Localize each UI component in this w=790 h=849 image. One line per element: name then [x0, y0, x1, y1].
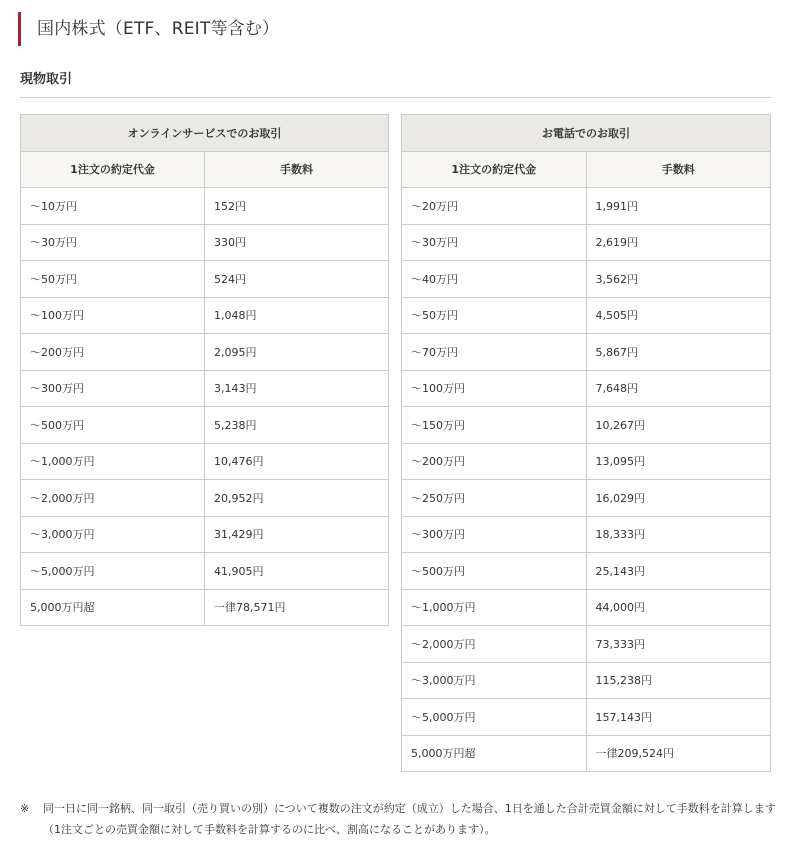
table-row: [21, 261, 389, 298]
table-row: [402, 224, 771, 261]
footnote-text: 同一日に同一銘柄、同一取引（売り買いの別）について複数の注文が約定（成立）した場合、1日を通した合計売買金額に対して手数料を計算します（1注文ごとの売買金額に対して手数料を計算するのに比べ、割高になることがあります）。: [43, 802, 776, 836]
table-row: [402, 735, 771, 772]
fee-cell: 4,505円: [586, 297, 771, 334]
fee-cell: 5,867円: [586, 334, 771, 371]
table-row: [402, 261, 771, 298]
amount-cell: ～50万円: [402, 297, 587, 334]
fee-cell: 2,619円: [586, 224, 771, 261]
column-header-fee: 手数料: [205, 151, 389, 188]
table-row: [21, 224, 389, 261]
amount-cell: ～40万円: [402, 261, 587, 298]
section-title: 現物取引: [20, 72, 73, 87]
table-row: [21, 480, 389, 517]
fee-cell: 330円: [205, 224, 389, 261]
fee-cell: 115,238円: [586, 662, 771, 699]
amount-cell: 5,000万円超: [21, 589, 205, 626]
table-row: [402, 407, 771, 444]
fee-cell: 10,476円: [205, 443, 389, 480]
amount-cell: ～3,000万円: [402, 662, 587, 699]
table-row: [21, 553, 389, 590]
amount-cell: ～2,000万円: [402, 626, 587, 663]
fee-cell: 5,238円: [205, 407, 389, 444]
amount-cell: ～1,000万円: [402, 589, 587, 626]
amount-cell: ～100万円: [21, 297, 205, 334]
table-row: [21, 516, 389, 553]
amount-cell: ～300万円: [21, 370, 205, 407]
online-fee-table: [20, 114, 389, 626]
amount-cell: ～100万円: [402, 370, 587, 407]
amount-cell: ～1,000万円: [21, 443, 205, 480]
table-row: [402, 626, 771, 663]
table-row: [21, 334, 389, 371]
table-row: [402, 699, 771, 736]
online-table-group-header: オンラインサービスでのお取引: [21, 115, 389, 152]
amount-cell: ～150万円: [402, 407, 587, 444]
reference-mark-icon: ※: [20, 802, 30, 815]
amount-cell: ～30万円: [21, 224, 205, 261]
fee-cell: 3,143円: [205, 370, 389, 407]
fee-cell: 16,029円: [586, 480, 771, 517]
table-row: [402, 188, 771, 225]
amount-cell: ～2,000万円: [21, 480, 205, 517]
fee-cell: 44,000円: [586, 589, 771, 626]
table-row: [402, 553, 771, 590]
table-row: [21, 370, 389, 407]
amount-cell: ～3,000万円: [21, 516, 205, 553]
table-row: [402, 370, 771, 407]
amount-cell: ～500万円: [402, 553, 587, 590]
amount-cell: ～20万円: [402, 188, 587, 225]
table-row: [402, 589, 771, 626]
column-header-fee: 手数料: [586, 151, 771, 188]
fee-cell: 一律209,524円: [586, 735, 771, 772]
amount-cell: ～250万円: [402, 480, 587, 517]
fee-cell: 10,267円: [586, 407, 771, 444]
table-row: [21, 297, 389, 334]
fee-cell: 一律78,571円: [205, 589, 389, 626]
amount-cell: ～5,000万円: [21, 553, 205, 590]
fee-cell: 73,333円: [586, 626, 771, 663]
amount-cell: 5,000万円超: [402, 735, 587, 772]
fee-cell: 18,333円: [586, 516, 771, 553]
phone-fee-table: [401, 114, 771, 772]
table-row: [402, 297, 771, 334]
table-row: [21, 188, 389, 225]
table-row: [402, 443, 771, 480]
fee-cell: 1,991円: [586, 188, 771, 225]
fee-cell: 13,095円: [586, 443, 771, 480]
amount-cell: ～10万円: [21, 188, 205, 225]
amount-cell: ～50万円: [21, 261, 205, 298]
footnote: [20, 798, 780, 840]
fee-cell: 524円: [205, 261, 389, 298]
amount-cell: ～30万円: [402, 224, 587, 261]
amount-cell: ～500万円: [21, 407, 205, 444]
amount-cell: ～200万円: [21, 334, 205, 371]
table-row: [21, 407, 389, 444]
fee-cell: 7,648円: [586, 370, 771, 407]
fee-cell: 1,048円: [205, 297, 389, 334]
table-row: [21, 443, 389, 480]
table-row: [402, 662, 771, 699]
fee-cell: 2,095円: [205, 334, 389, 371]
fee-cell: 31,429円: [205, 516, 389, 553]
fee-cell: 3,562円: [586, 261, 771, 298]
table-row: [21, 589, 389, 626]
column-header-amount: 1注文の約定代金: [402, 151, 587, 188]
table-row: [402, 516, 771, 553]
section-divider: [20, 97, 771, 98]
page-heading: 国内株式（ETF、REIT等含む）: [18, 12, 279, 46]
table-row: [402, 480, 771, 517]
column-header-amount: 1注文の約定代金: [21, 151, 205, 188]
fee-cell: 152円: [205, 188, 389, 225]
amount-cell: ～300万円: [402, 516, 587, 553]
amount-cell: ～200万円: [402, 443, 587, 480]
fee-cell: 157,143円: [586, 699, 771, 736]
table-row: [402, 334, 771, 371]
amount-cell: ～70万円: [402, 334, 587, 371]
fee-cell: 41,905円: [205, 553, 389, 590]
fee-cell: 25,143円: [586, 553, 771, 590]
fee-cell: 20,952円: [205, 480, 389, 517]
amount-cell: ～5,000万円: [402, 699, 587, 736]
phone-table-group-header: お電話でのお取引: [402, 115, 771, 152]
